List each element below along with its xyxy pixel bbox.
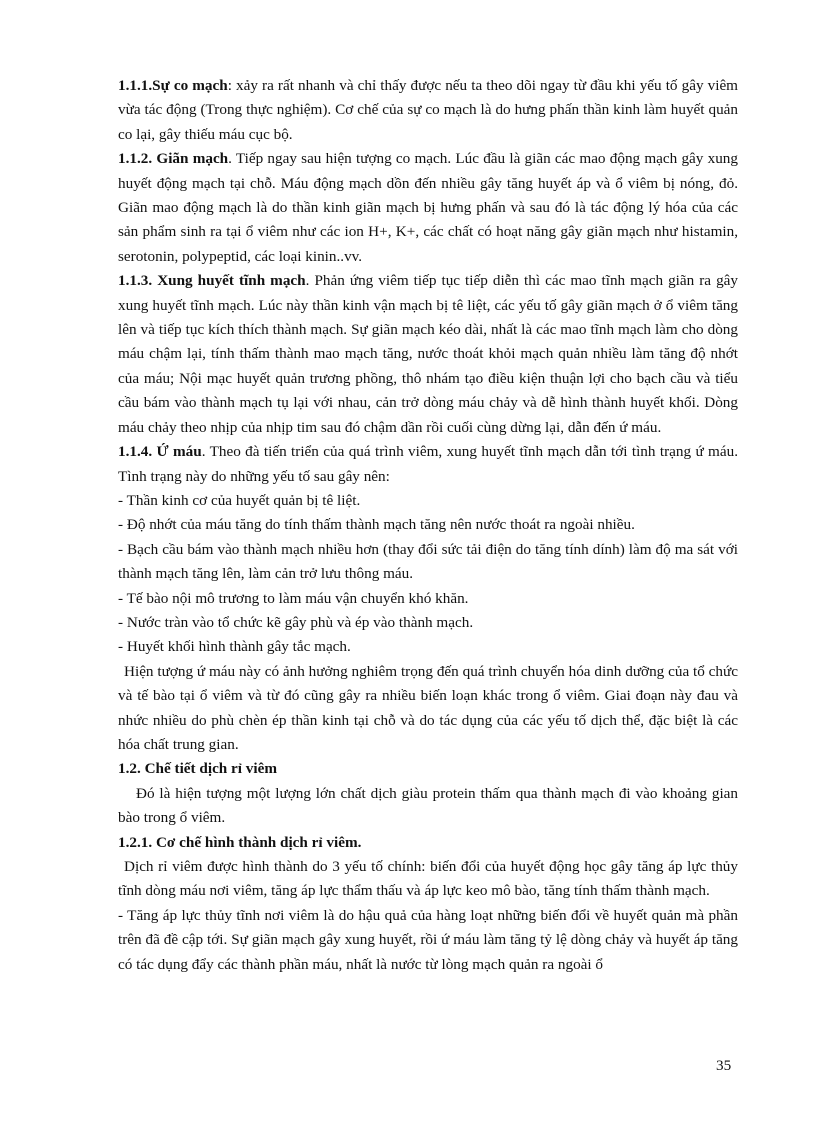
paragraph-1-1-4: [118, 440, 738, 489]
paragraph-1-2-1: Dịch rỉ viêm được hình thành do 3 yếu tố chính: biến đổi của huyết động học gây tăng áp lực thủy tĩnh dòng máu nơi viêm, tăng áp lực thẩm thấu và áp lực keo mô bào, tăng tính thấm thành mạch.: [118, 858, 738, 900]
paragraph-u-mau: Hiện tượng ứ máu này có ảnh hưởng nghiêm trọng đến quá trình chuyển hóa dinh dưỡng của tổ chức và tế bào tại ổ viêm và từ đó cũng gây ra nhiều biến loạn khác trong ổ viêm. Giai đoạn này đau và nhức nhiều do phù chèn ép thần kinh tại chỗ và do tác dụng của các yếu tố dịch thể, đặc biệt là các hóa chất trung gian.: [118, 662, 738, 753]
paragraph-text: . Theo đà tiến triển của quá trình viêm, xung huyết tĩnh mạch dẫn tới tình trạng ứ máu. Tình trạng này do những yếu tố sau gây nên:: [118, 443, 738, 485]
section-heading-1-2: [118, 757, 738, 781]
heading-1-2-1: 1.2.1. Cơ chế hình thành dịch rỉ viêm.: [118, 833, 362, 851]
paragraph-1-1-1: [118, 74, 738, 147]
paragraph-text: . Tiếp ngay sau hiện tượng co mạch. Lúc đầu là giãn các mao động mạch gây xung huyết động mạch tại chỗ. Máu động mạch dồn đến nhiều gây tăng huyết áp và ổ viêm bị nóng, đỏ. Giãn mao động mạch là do thần kinh giãn mạch bị hưng phấn và sau đó là tác động lý hóa của các sản phẩm sinh ra tại ổ viêm như các ion H+, K+, các chất có hoạt năng gây giãn mạch như histamin, serotonin, polypeptid, các loại kinin..vv.: [118, 150, 738, 265]
bullet-item: - Độ nhớt của máu tăng do tính thấm thành mạch tăng nên nước thoát ra ngoài nhiều.: [118, 516, 635, 534]
heading-1-1-3: 1.1.3. Xung huyết tĩnh mạch: [118, 272, 306, 290]
bullet-item: - Tăng áp lực thủy tĩnh nơi viêm là do hậu quả của hàng loạt những biến đổi về huyết quản mà phần trên đã đề cập tới. Sự giãn mạch gây xung huyết, rồi ứ máu làm tăng tỷ lệ dòng chảy và huyết áp tăng có tác dụng đẩy các thành phần máu, nhất là nước từ lòng mạch quản ra ngoài ổ: [118, 906, 738, 973]
paragraph-1-2: Đó là hiện tượng một lượng lớn chất dịch giàu protein thấm qua thành mạch đi vào khoảng gian bào trong ổ viêm.: [118, 784, 738, 827]
paragraph-1-1-2: [118, 147, 738, 269]
bullet-item: - Thần kinh cơ của huyết quản bị tê liệt.: [118, 491, 361, 509]
heading-1-1-1: 1.1.1.Sự co mạch: [118, 77, 228, 94]
page-content: [118, 74, 738, 977]
paragraph-text: . Phản ứng viêm tiếp tục tiếp diễn thì các mao tĩnh mạch giãn ra gây xung huyết tĩnh mạch. Lúc này thần kinh vận mạch bị tê liệt, các yếu tố gây giãn mạch ở ổ viêm tăng lên và tiếp tục kích thích thành mạch. Sự giãn mạch kéo dài, nhất là các mao tĩnh mạch làm cho dòng máu chậm lại, tính thấm thành mao mạch tăng, nước thoát khỏi mạch quản nhiều làm tăng độ nhớt của máu; Nội mạc huyết quản trương phồng, thô nhám tạo điều kiện thuận lợi cho bạch cầu và tiểu cầu bám vào thành mạch tụ lại với nhau, cản trở dòng máu chảy và dễ hình thành huyết khối. Dòng máu chảy theo nhịp của nhịp tim sau đó chậm dần rồi cuối cùng dừng lại, dẫn đến ứ máu.: [118, 272, 738, 436]
paragraph-text: : xảy ra rất nhanh và chỉ thấy được nếu ta theo dõi ngay từ đầu khi yếu tố gây viêm vừa tác động (Trong thực nghiệm). Cơ chế của sự co mạch là do hưng phấn thần kinh làm huyết quản co lại, gây thiếu máu cục bộ.: [118, 77, 738, 143]
bullet-item: - Tế bào nội mô trương to làm máu vận chuyển khó khăn.: [118, 589, 469, 607]
heading-1-1-2: 1.1.2. Giãn mạch: [118, 150, 229, 168]
bullet-item: - Bạch cầu bám vào thành mạch nhiều hơn (thay đổi sức tải điện do tăng tính dính) làm độ ma sát với thành mạch tăng lên, làm cản trở lưu thông máu.: [118, 540, 738, 583]
bullet-item: - Nước tràn vào tổ chức kẽ gây phù và ép vào thành mạch.: [118, 613, 474, 631]
heading-1-1-4: 1.1.4. Ứ máu: [118, 443, 202, 461]
heading-1-2: 1.2. Chế tiết dịch rỉ viêm: [118, 760, 278, 778]
page-number: 35: [716, 1057, 732, 1074]
bullet-item: - Huyết khối hình thành gây tắc mạch.: [118, 638, 351, 656]
paragraph-1-1-3: [118, 269, 738, 440]
section-heading-1-2-1: [118, 831, 738, 855]
